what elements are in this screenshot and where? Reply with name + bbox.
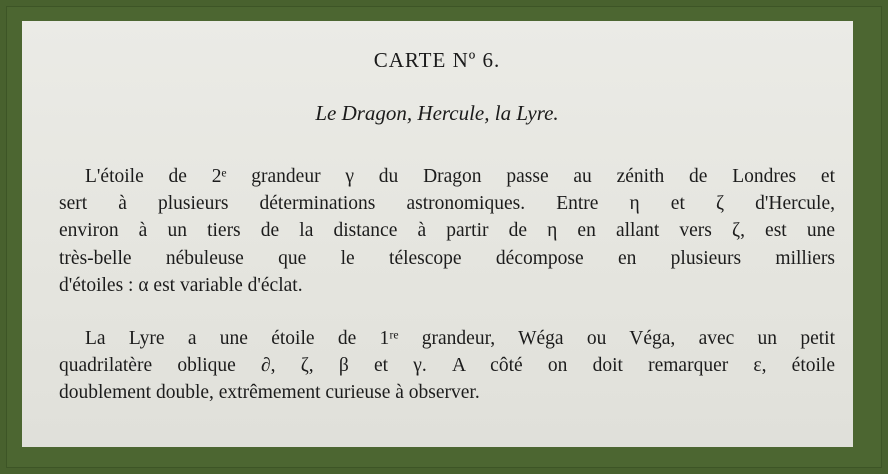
paragraph-dragon-hercule [59,163,835,299]
paragraph-lyre [59,325,835,407]
page-title: CARTE Nº 6. [373,48,501,72]
page-subtitle: Le Dragon, Hercule, la Lyre. [315,101,559,125]
text-line: quadrilatère oblique ∂, ζ, β et γ. A côté on doit remarquer ε, étoile [59,355,835,377]
book-page [22,21,853,447]
text-line: environ à un tiers de la distance à partir de η en allant vers ζ, est une [59,220,835,242]
text-line: doublement double, extrêmement curieuse à observer. [59,382,480,404]
text-line: d'étoiles : α est variable d'éclat. [59,274,303,296]
text-line: La Lyre a une étoile de 1ʳᵉ grandeur, Wéga ou Véga, avec un petit [85,328,835,349]
text-line: sert à plusieurs déterminations astronomiques. Entre η et ζ d'Hercule, [59,193,835,215]
text-line: L'étoile de 2ᵉ grandeur γ du Dragon passe au zénith de Londres et [85,166,835,187]
text-line: très-belle nébuleuse que le télescope décompose en plusieurs milliers [59,247,835,269]
